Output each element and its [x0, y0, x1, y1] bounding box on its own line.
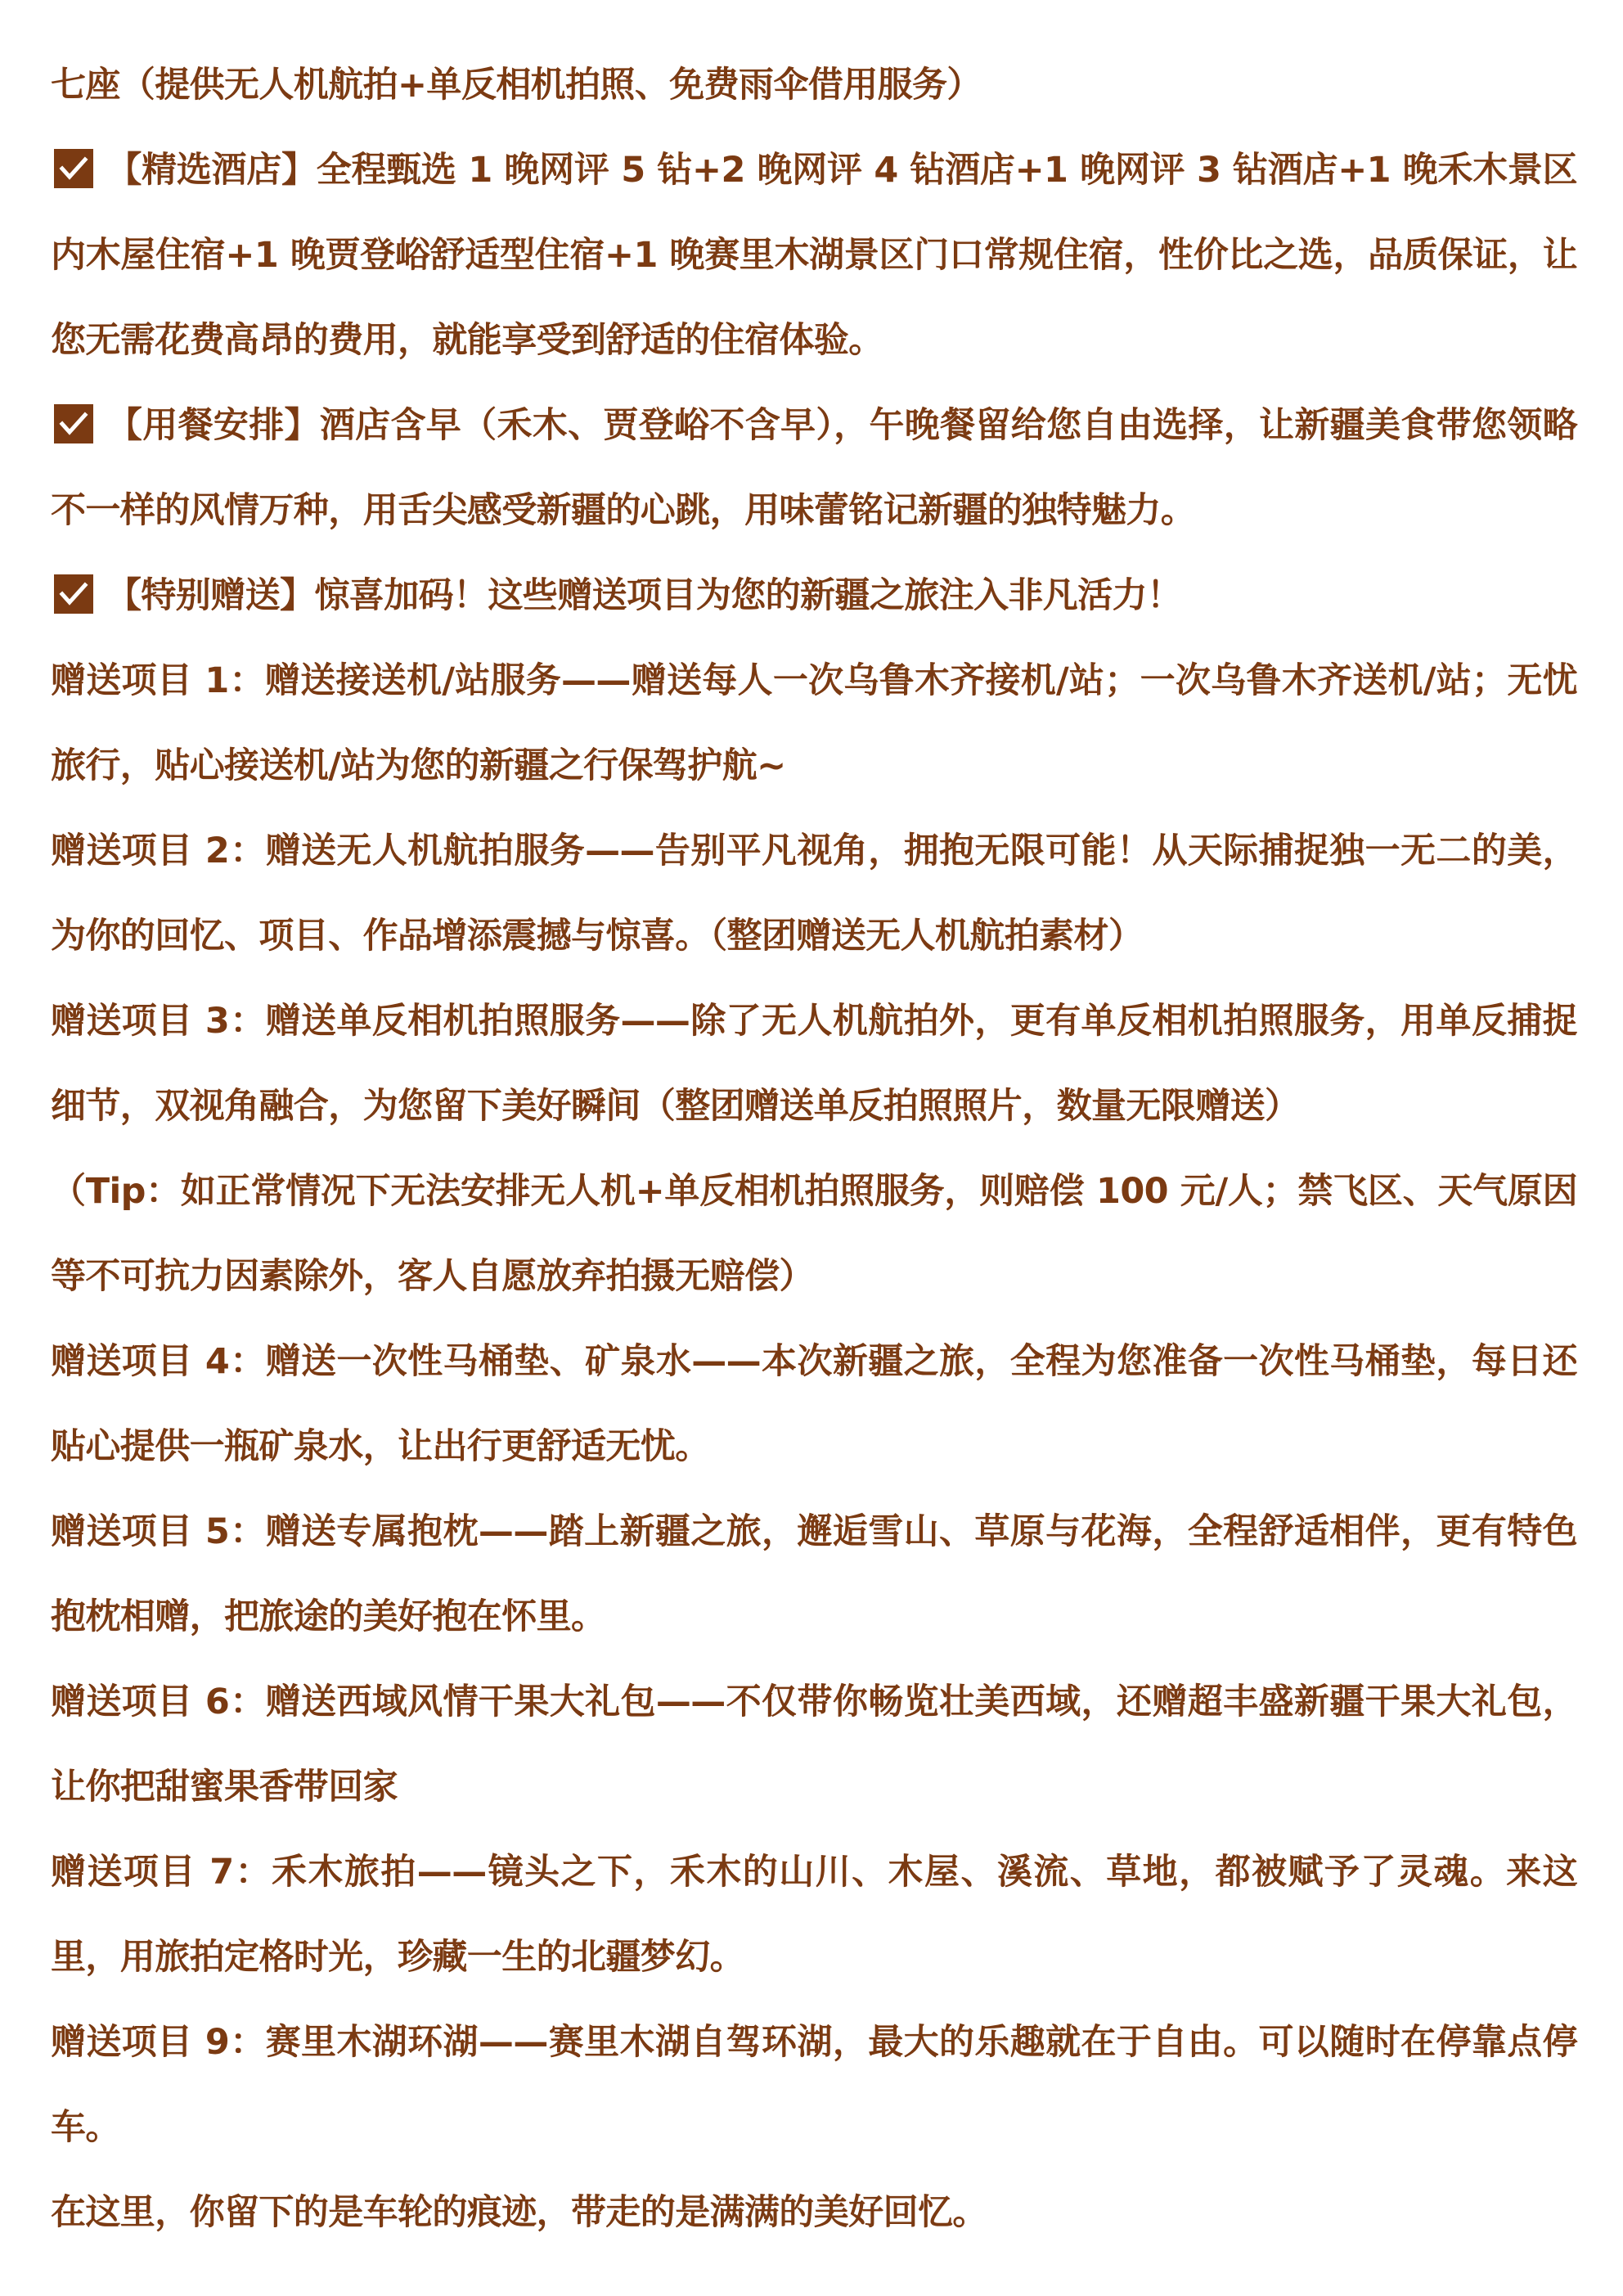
checklist-item-meals — [51, 383, 1577, 553]
closing-line: 在这里，你留下的是车轮的痕迹，带走的是满满的美好回忆。 — [51, 2192, 987, 2233]
gift-tip: （Tip：如正常情况下无法安排无人机+单反相机拍照服务，则赔偿 100 元/人；禁飞区、天气原因等不可抗力因素除外，客人自愿放弃拍摄无赔偿） — [51, 1171, 1577, 1297]
checkbox-checked-icon — [54, 404, 93, 443]
checklist-item-gifts — [51, 553, 1577, 638]
checklist-text-gifts: 【特别赠送】惊喜加码！这些赠送项目为您的新疆之旅注入非凡活力！ — [106, 575, 1182, 616]
checklist-text-meals: 【用餐安排】酒店含早（禾木、贾登峪不含早），午晚餐留给您自由选择，让新疆美食带您领略不一样的风情万种，用舌尖感受新疆的心跳，用味蕾铭记新疆的独特魅力。 — [51, 405, 1577, 531]
gift-item-9: 赠送项目 9：赛里木湖环湖——赛里木湖自驾环湖，最大的乐趣就在于自由。可以随时在停靠点停车。 — [51, 2022, 1577, 2148]
gift-item-5: 赠送项目 5：赠送专属抱枕——踏上新疆之旅，邂逅雪山、草原与花海，全程舒适相伴，更有特色抱枕相赠，把旅途的美好抱在怀里。 — [51, 1511, 1577, 1637]
checklist-text-hotel: 【精选酒店】全程甄选 1 晚网评 5 钻+2 晚网评 4 钻酒店+1 晚网评 3 钻酒店+1 晚禾木景区内木屋住宿+1 晚贾登峪舒适型住宿+1 晚赛里木湖景区门口常规住宿，性价比之选，品质保证，让您无需花费高昂的费用，就能享受到舒适的住宿体验。 — [51, 150, 1577, 361]
checkbox-checked-icon — [54, 574, 93, 614]
document-title: 七座（提供无人机航拍+单反相机拍照、免费雨伞借用服务） — [51, 65, 982, 106]
gift-item-3: 赠送项目 3：赠送单反相机拍照服务——除了无人机航拍外，更有单反相机拍照服务，用单反捕捉细节，双视角融合，为您留下美好瞬间（整团赠送单反拍照照片，数量无限赠送） — [51, 1001, 1577, 1127]
gift-item-7: 赠送项目 7：禾木旅拍——镜头之下，禾木的山川、木屋、溪流、草地，都被赋予了灵魂。来这里，用旅拍定格时光，珍藏一生的北疆梦幻。 — [51, 1852, 1577, 1978]
checkbox-checked-icon — [54, 149, 93, 188]
gift-item-6: 赠送项目 6：赠送西域风情干果大礼包——不仅带你畅览壮美西域，还赠超丰盛新疆干果大礼包，让你把甜蜜果香带回家 — [51, 1681, 1577, 1808]
gift-item-4: 赠送项目 4：赠送一次性马桶垫、矿泉水——本次新疆之旅，全程为您准备一次性马桶垫，每日还贴心提供一瓶矿泉水，让出行更舒适无忧。 — [51, 1341, 1577, 1467]
gift-item-1: 赠送项目 1：赠送接送机/站服务——赠送每人一次乌鲁木齐接机/站；一次乌鲁木齐送机/站；无忧旅行，贴心接送机/站为您的新疆之行保驾护航~ — [51, 660, 1577, 786]
checklist-item-hotel — [51, 128, 1577, 383]
gift-item-2: 赠送项目 2：赠送无人机航拍服务——告别平凡视角，拥抱无限可能！从天际捕捉独一无二的美，为你的回忆、项目、作品增添震撼与惊喜。（整团赠送无人机航拍素材） — [51, 831, 1577, 957]
